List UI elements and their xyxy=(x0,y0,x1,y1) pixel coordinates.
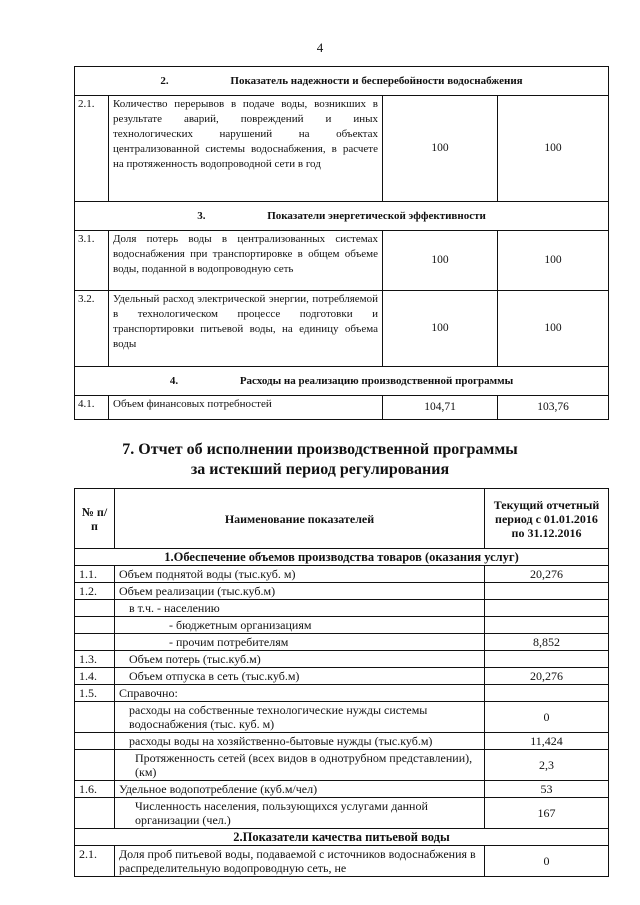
table-header-row xyxy=(75,489,609,549)
row-number: 4.1. xyxy=(75,396,109,420)
row-value: 167 xyxy=(485,798,609,829)
section-number: 4. xyxy=(169,374,179,387)
table-row xyxy=(75,685,609,702)
row-number: 1.6. xyxy=(75,781,115,798)
row-value: 53 xyxy=(485,781,609,798)
row-name: - прочим потребителям xyxy=(115,634,485,651)
row-name: Объем реализации (тыс.куб.м) xyxy=(115,583,485,600)
row-value-2: 100 xyxy=(498,291,609,367)
header-period: Текущий отчетный период с 01.01.2016 по 31.12.2016 xyxy=(485,489,609,549)
section-header xyxy=(75,829,609,846)
row-name: Объем потерь (тыс.куб.м) xyxy=(115,651,485,668)
row-number: 1.3. xyxy=(75,651,115,668)
row-value-1: 100 xyxy=(383,291,498,367)
row-name: - бюджетным организациям xyxy=(115,617,485,634)
row-number xyxy=(75,733,115,750)
section-header xyxy=(75,367,609,396)
table-row xyxy=(75,583,609,600)
row-name: Удельное водопотребление (куб.м/чел) xyxy=(115,781,485,798)
row-number xyxy=(75,702,115,733)
row-number xyxy=(75,600,115,617)
table-row xyxy=(75,96,609,202)
section-title: 2.Показатели качества питьевой воды xyxy=(75,829,609,846)
row-number: 1.5. xyxy=(75,685,115,702)
row-description: Объем финансовых потребностей xyxy=(109,396,383,420)
row-name: Доля проб питьевой воды, подаваемой с источников водоснабжения в распределительную водопроводную сеть, не xyxy=(115,846,485,877)
row-description: Доля потерь воды в централизованных системах водоснабжения при транспортировке в общем объеме воды, поданной в водопроводную сеть xyxy=(109,231,383,291)
row-value-2: 103,76 xyxy=(498,396,609,420)
row-number: 2.1. xyxy=(75,846,115,877)
row-value xyxy=(485,651,609,668)
row-value: 0 xyxy=(485,846,609,877)
row-number: 1.4. xyxy=(75,668,115,685)
page-number: 4 xyxy=(316,40,324,55)
table-row xyxy=(75,733,609,750)
table-row xyxy=(75,668,609,685)
row-name: в т.ч. - населению xyxy=(115,600,485,617)
table-row xyxy=(75,291,609,367)
row-value xyxy=(485,617,609,634)
row-value: 11,424 xyxy=(485,733,609,750)
row-value xyxy=(485,583,609,600)
header-name: Наименование показателей xyxy=(115,489,485,549)
table-row xyxy=(75,750,609,781)
section-title: 1.Обеспечение объемов производства товаров (оказания услуг) xyxy=(75,549,609,566)
table-row xyxy=(75,396,609,420)
report-heading-line-1: 7. Отчет об исполнении производственной программы xyxy=(122,441,518,458)
row-name: Объем поднятой воды (тыс.куб. м) xyxy=(115,566,485,583)
table-row xyxy=(75,798,609,829)
row-value: 0 xyxy=(485,702,609,733)
row-number xyxy=(75,617,115,634)
table-row xyxy=(75,651,609,668)
row-number xyxy=(75,798,115,829)
row-description: Удельный расход электрической энергии, потребляемой в технологическом процессе подготовки и транспортировки питьевой воды, на единицу объема воды xyxy=(109,291,383,367)
section-title: Показатель надежности и бесперебойности водоснабжения xyxy=(230,74,523,87)
row-value: 8,852 xyxy=(485,634,609,651)
table-row xyxy=(75,846,609,877)
row-value: 20,276 xyxy=(485,566,609,583)
row-name: Численность населения, пользующихся услугами данной организации (чел.) xyxy=(115,798,485,829)
table-row xyxy=(75,702,609,733)
section-title: Расходы на реализацию производственной программы xyxy=(239,374,514,387)
row-name: Протяженность сетей (всех видов в однотрубном представлении), (км) xyxy=(115,750,485,781)
row-number: 3.2. xyxy=(75,291,109,367)
row-value-1: 100 xyxy=(383,231,498,291)
row-description: Количество перерывов в подаче воды, возникших в результате аварий, повреждений и иных технологических нарушений на объектах централизованной системы водоснабжения, в расчете на протяженность водопроводной сети в год xyxy=(109,96,383,202)
row-value: 20,276 xyxy=(485,668,609,685)
section-number: 3. xyxy=(197,209,206,222)
table-row xyxy=(75,634,609,651)
row-number: 2.1. xyxy=(75,96,109,202)
row-value xyxy=(485,600,609,617)
row-name: Объем отпуска в сеть (тыс.куб.м) xyxy=(115,668,485,685)
section-number: 2. xyxy=(160,74,169,87)
section-title: Показатели энергетической эффективности xyxy=(267,209,486,222)
section-header xyxy=(75,67,609,96)
row-value-1: 104,71 xyxy=(383,396,498,420)
table-row xyxy=(75,231,609,291)
row-value-1: 100 xyxy=(383,96,498,202)
row-value-2: 100 xyxy=(498,231,609,291)
row-number xyxy=(75,750,115,781)
row-number: 1.2. xyxy=(75,583,115,600)
report-heading-line-2: за истекший период регулирования xyxy=(190,461,450,478)
indicators-table xyxy=(74,66,609,420)
header-number: № п/п xyxy=(75,489,115,549)
report-table xyxy=(74,488,609,877)
row-name: Справочно: xyxy=(115,685,485,702)
row-name: расходы на собственные технологические нужды системы водоснабжения (тыс. куб. м) xyxy=(115,702,485,733)
row-value-2: 100 xyxy=(498,96,609,202)
table-row xyxy=(75,617,609,634)
table-row xyxy=(75,566,609,583)
row-number xyxy=(75,634,115,651)
row-number: 1.1. xyxy=(75,566,115,583)
row-value xyxy=(485,685,609,702)
row-value: 2,3 xyxy=(485,750,609,781)
section-header xyxy=(75,202,609,231)
row-number: 3.1. xyxy=(75,231,109,291)
table-row xyxy=(75,600,609,617)
section-header xyxy=(75,549,609,566)
table-row xyxy=(75,781,609,798)
row-name: расходы воды на хозяйственно-бытовые нужды (тыс.куб.м) xyxy=(115,733,485,750)
